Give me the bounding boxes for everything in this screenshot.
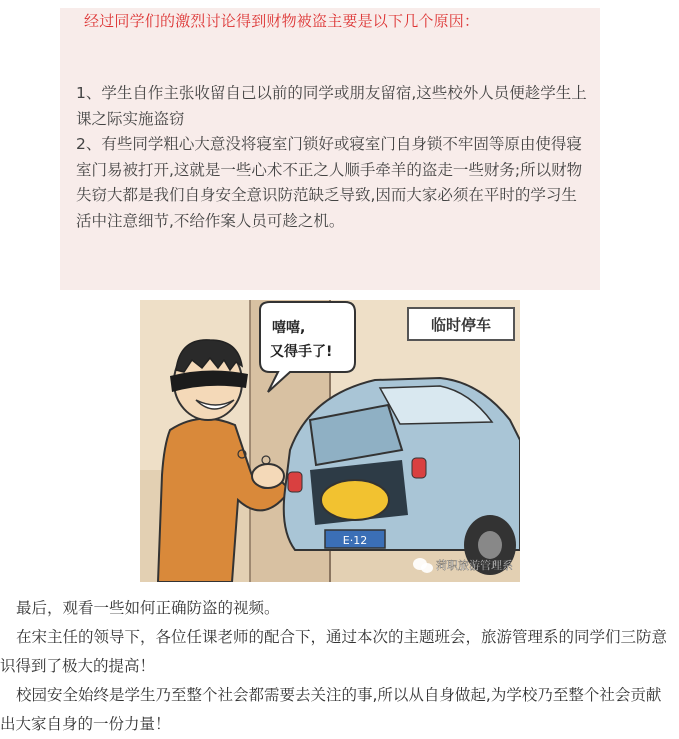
reason-list <box>76 81 590 234</box>
closing-paragraph-2: 在宋主任的领导下，各位任课老师的配合下，通过本次的主题班会，旅游管理系的同学们三防意识得到了极大的提高！ <box>0 628 668 675</box>
parking-sign <box>408 308 514 340</box>
reason-item-1: 1、学生自作主张收留自己以前的同学或朋友留宿,这些校外人员便趁学生上课之际实施盗窃 <box>76 84 587 128</box>
speech-line-1: 嘻嘻, <box>272 320 306 336</box>
watermark-text: 菏职旅游管理系 <box>436 559 513 572</box>
closing-section <box>0 594 675 739</box>
speech-line-2: 又得手了! <box>270 344 333 360</box>
closing-paragraph-1: 最后，观看一些如何正确防盗的视频。 <box>16 599 280 617</box>
license-plate-text: E·12 <box>342 534 368 547</box>
reason-heading: 经过同学们的激烈讨论得到财物被盗主要是以下几个原因： <box>84 12 480 30</box>
closing-paragraph-3: 校园安全始终是学生乃至整个社会都需要去关注的事,所以从自身做起,为学校乃至整个社会贡献出大家自身的一份力量！ <box>0 686 662 733</box>
reason-item-2: 2、有些同学粗心大意没将寝室门锁好或寝室门自身锁不牢固等原由使得寝室门易被打开,这就是一些心术不正之人顺手牵羊的盗走一些财务;所以财物失窃大都是我们自身安全意识防范缺乏导致,因而大家必须在平时的学习生活中注意细节,不给作案人员可趁之机。 <box>76 135 583 230</box>
parking-sign-text: 临时停车 <box>430 316 492 334</box>
car-illustration <box>284 378 520 575</box>
thief-cartoon-illustration <box>140 300 520 582</box>
